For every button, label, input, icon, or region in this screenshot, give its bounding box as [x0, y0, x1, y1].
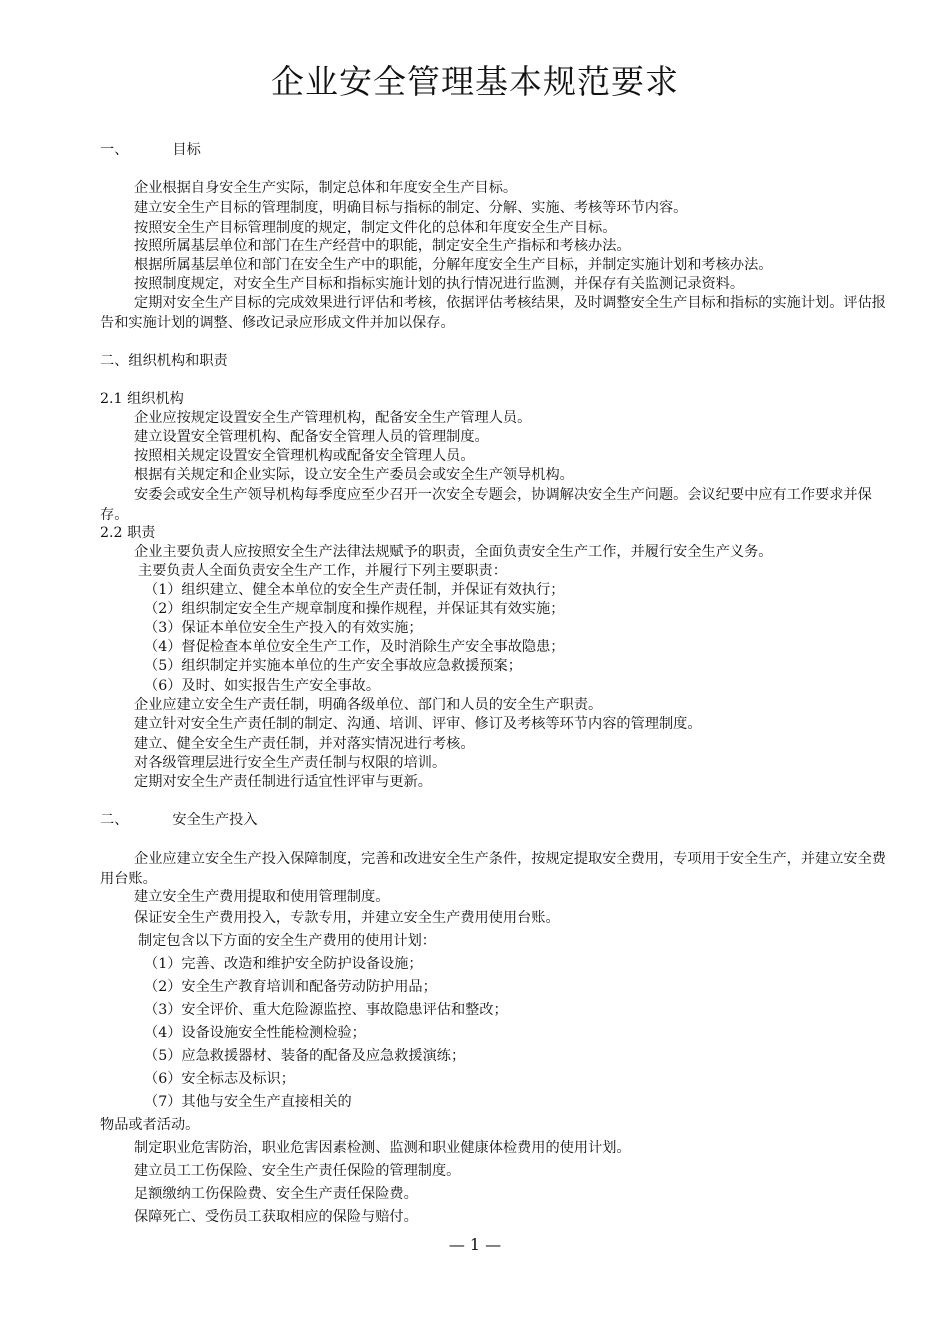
paragraph: 足额缴纳工伤保险费、安全生产责任保险费。: [134, 1186, 418, 1202]
paragraph: 制定职业危害防治，职业危害因素检测、监测和职业健康体检费用的使用计划。: [134, 1140, 631, 1156]
list-item: （4）督促检查本单位安全生产工作，及时消除生产安全事故隐患；: [144, 639, 565, 655]
paragraph: 企业应按规定设置安全生产管理机构，配备安全生产管理人员。: [134, 410, 532, 426]
page-number: — 1 —: [448, 1235, 502, 1254]
section-1-number: 一、: [100, 142, 129, 158]
list-item: （3）安全评价、重大危险源监控、事故隐患评估和整改；: [144, 1002, 508, 1018]
paragraph: 建立设置安全管理机构、配备安全管理人员的管理制度。: [134, 429, 489, 445]
paragraph: 对各级管理层进行安全生产责任制与权限的培训。: [134, 755, 447, 771]
paragraph: 按照安全生产目标管理制度的规定，制定文件化的总体和年度安全生产目标。: [134, 220, 617, 236]
paragraph: 根据有关规定和企业实际，设立安全生产委员会或安全生产领导机构。: [134, 467, 574, 483]
paragraph-text: 企业应建立安全生产投入保障制度，完善和改进安全生产条件，按规定提取安全费用，专项用于安全生产，并建立安全费用台账。: [100, 851, 886, 887]
list-item: （7）其他与安全生产直接相关的: [144, 1094, 352, 1110]
paragraph: 建立、健全安全生产责任制，并对落实情况进行考核。: [134, 736, 475, 752]
paragraph: 企业主要负责人应按照安全生产法律法规赋予的职责，全面负责安全生产工作，并履行安全生产义务。: [134, 544, 773, 560]
paragraph: 建立员工工伤保险、安全生产责任保险的管理制度。: [134, 1163, 461, 1179]
section-3-title: 安全生产投入: [172, 812, 258, 828]
page-title: 企业安全管理基本规范要求: [271, 62, 679, 101]
list-item: （6）及时、如实报告生产安全事故。: [144, 678, 381, 694]
paragraph: [100, 849, 893, 889]
list-item: （6）安全标志及标识；: [144, 1071, 295, 1087]
paragraph: 企业应建立安全生产责任制，明确各级单位、部门和人员的安全生产职责。: [134, 697, 603, 713]
paragraph: 定期对安全生产责任制进行适宜性评审与更新。: [134, 774, 432, 790]
list-item: （2）组织制定安全生产规章制度和操作规程，并保证其有效实施；: [144, 601, 565, 617]
paragraph: 建立安全生产费用提取和使用管理制度。: [134, 889, 390, 905]
section-2-heading: 二、组织机构和职责: [100, 353, 228, 369]
paragraph: 按照相关规定设置安全管理机构或配备安全管理人员。: [134, 448, 475, 464]
list-item-continuation: 物品或者活动。: [100, 1117, 200, 1133]
paragraph: [100, 293, 893, 333]
paragraph-text: 安委会或安全生产领导机构每季度应至少召开一次安全专题会，协调解决安全生产问题。会议纪要中应有工作要求并保存。: [100, 487, 872, 523]
paragraph: 建立针对安全生产责任制的制定、沟通、培训、评审、修订及考核等环节内容的管理制度。: [134, 716, 702, 732]
paragraph: 保障死亡、受伤员工获取相应的保险与赔付。: [134, 1209, 418, 1225]
list-item: （3）保证本单位安全生产投入的有效实施；: [144, 620, 423, 636]
paragraph: 保证安全生产费用投入，专款专用，并建立安全生产费用使用台账。: [134, 910, 560, 926]
list-item: （1）组织建立、健全本单位的安全生产责任制，并保证有效执行；: [144, 582, 565, 598]
list-item: （2）安全生产教育培训和配备劳动防护用品；: [144, 979, 437, 995]
list-item: （5）组织制定并实施本单位的生产安全事故应急救援预案；: [144, 658, 522, 674]
paragraph: 按照所属基层单位和部门在生产经营中的职能，制定安全生产指标和考核办法。: [134, 238, 631, 254]
section-1-heading: [100, 140, 201, 160]
section-3-number: 二、: [100, 812, 129, 828]
paragraph: 制定包含以下方面的安全生产费用的使用计划：: [138, 933, 436, 949]
list-item: （4）设备设施安全性能检测检验；: [144, 1025, 366, 1041]
list-item: （5）应急救援器材、装备的配备及应急救援演练；: [144, 1048, 466, 1064]
paragraph: 建立安全生产目标的管理制度，明确目标与指标的制定、分解、实施、考核等环节内容。: [134, 200, 688, 216]
paragraph: 根据所属基层单位和部门在安全生产中的职能，分解年度安全生产目标，并制定实施计划和考核办法。: [134, 257, 773, 273]
list-item: （1）完善、改造和维护安全防护设备设施；: [144, 956, 423, 972]
subsection-2-2-heading: 2.2 职责: [100, 525, 156, 541]
subsection-2-1-heading: 2.1 组织机构: [100, 391, 184, 407]
section-3-heading: [100, 810, 258, 830]
section-1-title: 目标: [172, 142, 201, 158]
paragraph: 企业根据自身安全生产实际，制定总体和年度安全生产目标。: [134, 180, 518, 196]
paragraph: [100, 485, 893, 525]
paragraph: 按照制度规定，对安全生产目标和指标实施计划的执行情况进行监测，并保存有关监测记录资料。: [134, 276, 745, 292]
paragraph-text: 定期对安全生产目标的完成效果进行评估和考核，依据评估考核结果，及时调整安全生产目标和指标的实施计划。评估报告和实施计划的调整、修改记录应形成文件并加以保存。: [100, 295, 886, 331]
paragraph: 主要负责人全面负责安全生产工作，并履行下列主要职责：: [138, 563, 507, 579]
